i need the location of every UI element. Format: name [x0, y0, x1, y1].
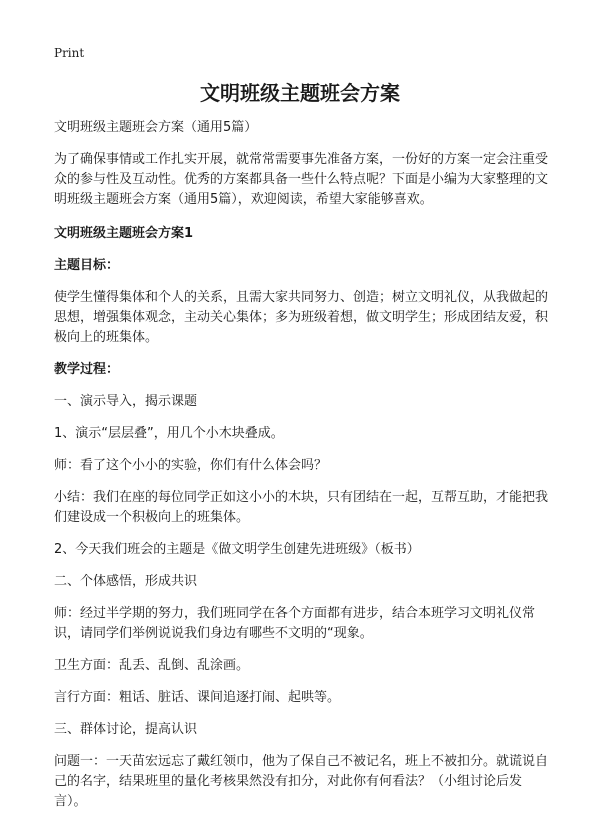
teacher-paragraph: 师：看了这个小小的实验，你们有什么体会吗？	[54, 458, 328, 473]
goal-paragraph: 使学生懂得集体和个人的关系，且需大家共同努力、创造；树立文明礼仪，从我做起的思想，增强集体观念，主动关心集体；多为班级着想，做文明学生；形成团结友爱，积极向上的班集体。	[54, 290, 549, 345]
section-heading: 文明班级主题班会方案1	[54, 226, 194, 241]
subheading-goal: 主题目标：	[54, 258, 120, 273]
intro-paragraph: 为了确保事情或工作扎实开展，就常常需要事先准备方案，一份好的方案一定会注重受众的参与性及互动性。优秀的方案都具备一些什么特点呢？下面是小编为大家整理的文明班级主题班会方案（通用5篇），欢迎阅读，希望大家能够喜欢。	[54, 152, 549, 207]
step-heading-1: 一、演示导入，揭示课题	[54, 394, 198, 409]
subheading-process: 教学过程：	[54, 362, 120, 377]
document-body	[54, 118, 550, 812]
step-heading-2: 二、个体感悟，形成共识	[54, 574, 198, 589]
summary-paragraph: 小结：我们在座的每位同学正如这小小的木块，只有团结在一起，互帮互助，才能把我们建设成一个积极向上的班集体。	[54, 490, 549, 525]
step-heading-3: 三、群体讨论，提高认识	[54, 722, 198, 737]
teacher-paragraph-2: 师：经过半学期的努力，我们班同学在各个方面都有进步，结合本班学习文明礼仪常识，请同学们举例说说我们身边有哪些不文明的“现象。	[54, 606, 536, 641]
page-title: 文明班级主题班会方案	[200, 81, 400, 105]
theme-paragraph: 2、今天我们班会的主题是《做文明学生创建先进班级》（板书）	[54, 542, 420, 557]
print-link[interactable]: Print	[54, 46, 85, 60]
subtitle-paragraph: 文明班级主题班会方案（通用5篇）	[54, 120, 258, 135]
question-paragraph: 问题一：一天苗宏远忘了戴红领巾，他为了保自己不被记名，班上不被扣分。就谎说自己的名字，结果班里的量化考核果然没有扣分，对此你有何看法？（小组讨论后发言）。	[54, 754, 549, 809]
hygiene-paragraph: 卫生方面：乱丢、乱倒、乱涂画。	[54, 658, 250, 673]
behavior-paragraph: 言行方面：粗话、脏话、课间追逐打闹、起哄等。	[54, 690, 341, 705]
step-paragraph: 1、演示“层层叠”，用几个小木块叠成。	[54, 426, 284, 441]
